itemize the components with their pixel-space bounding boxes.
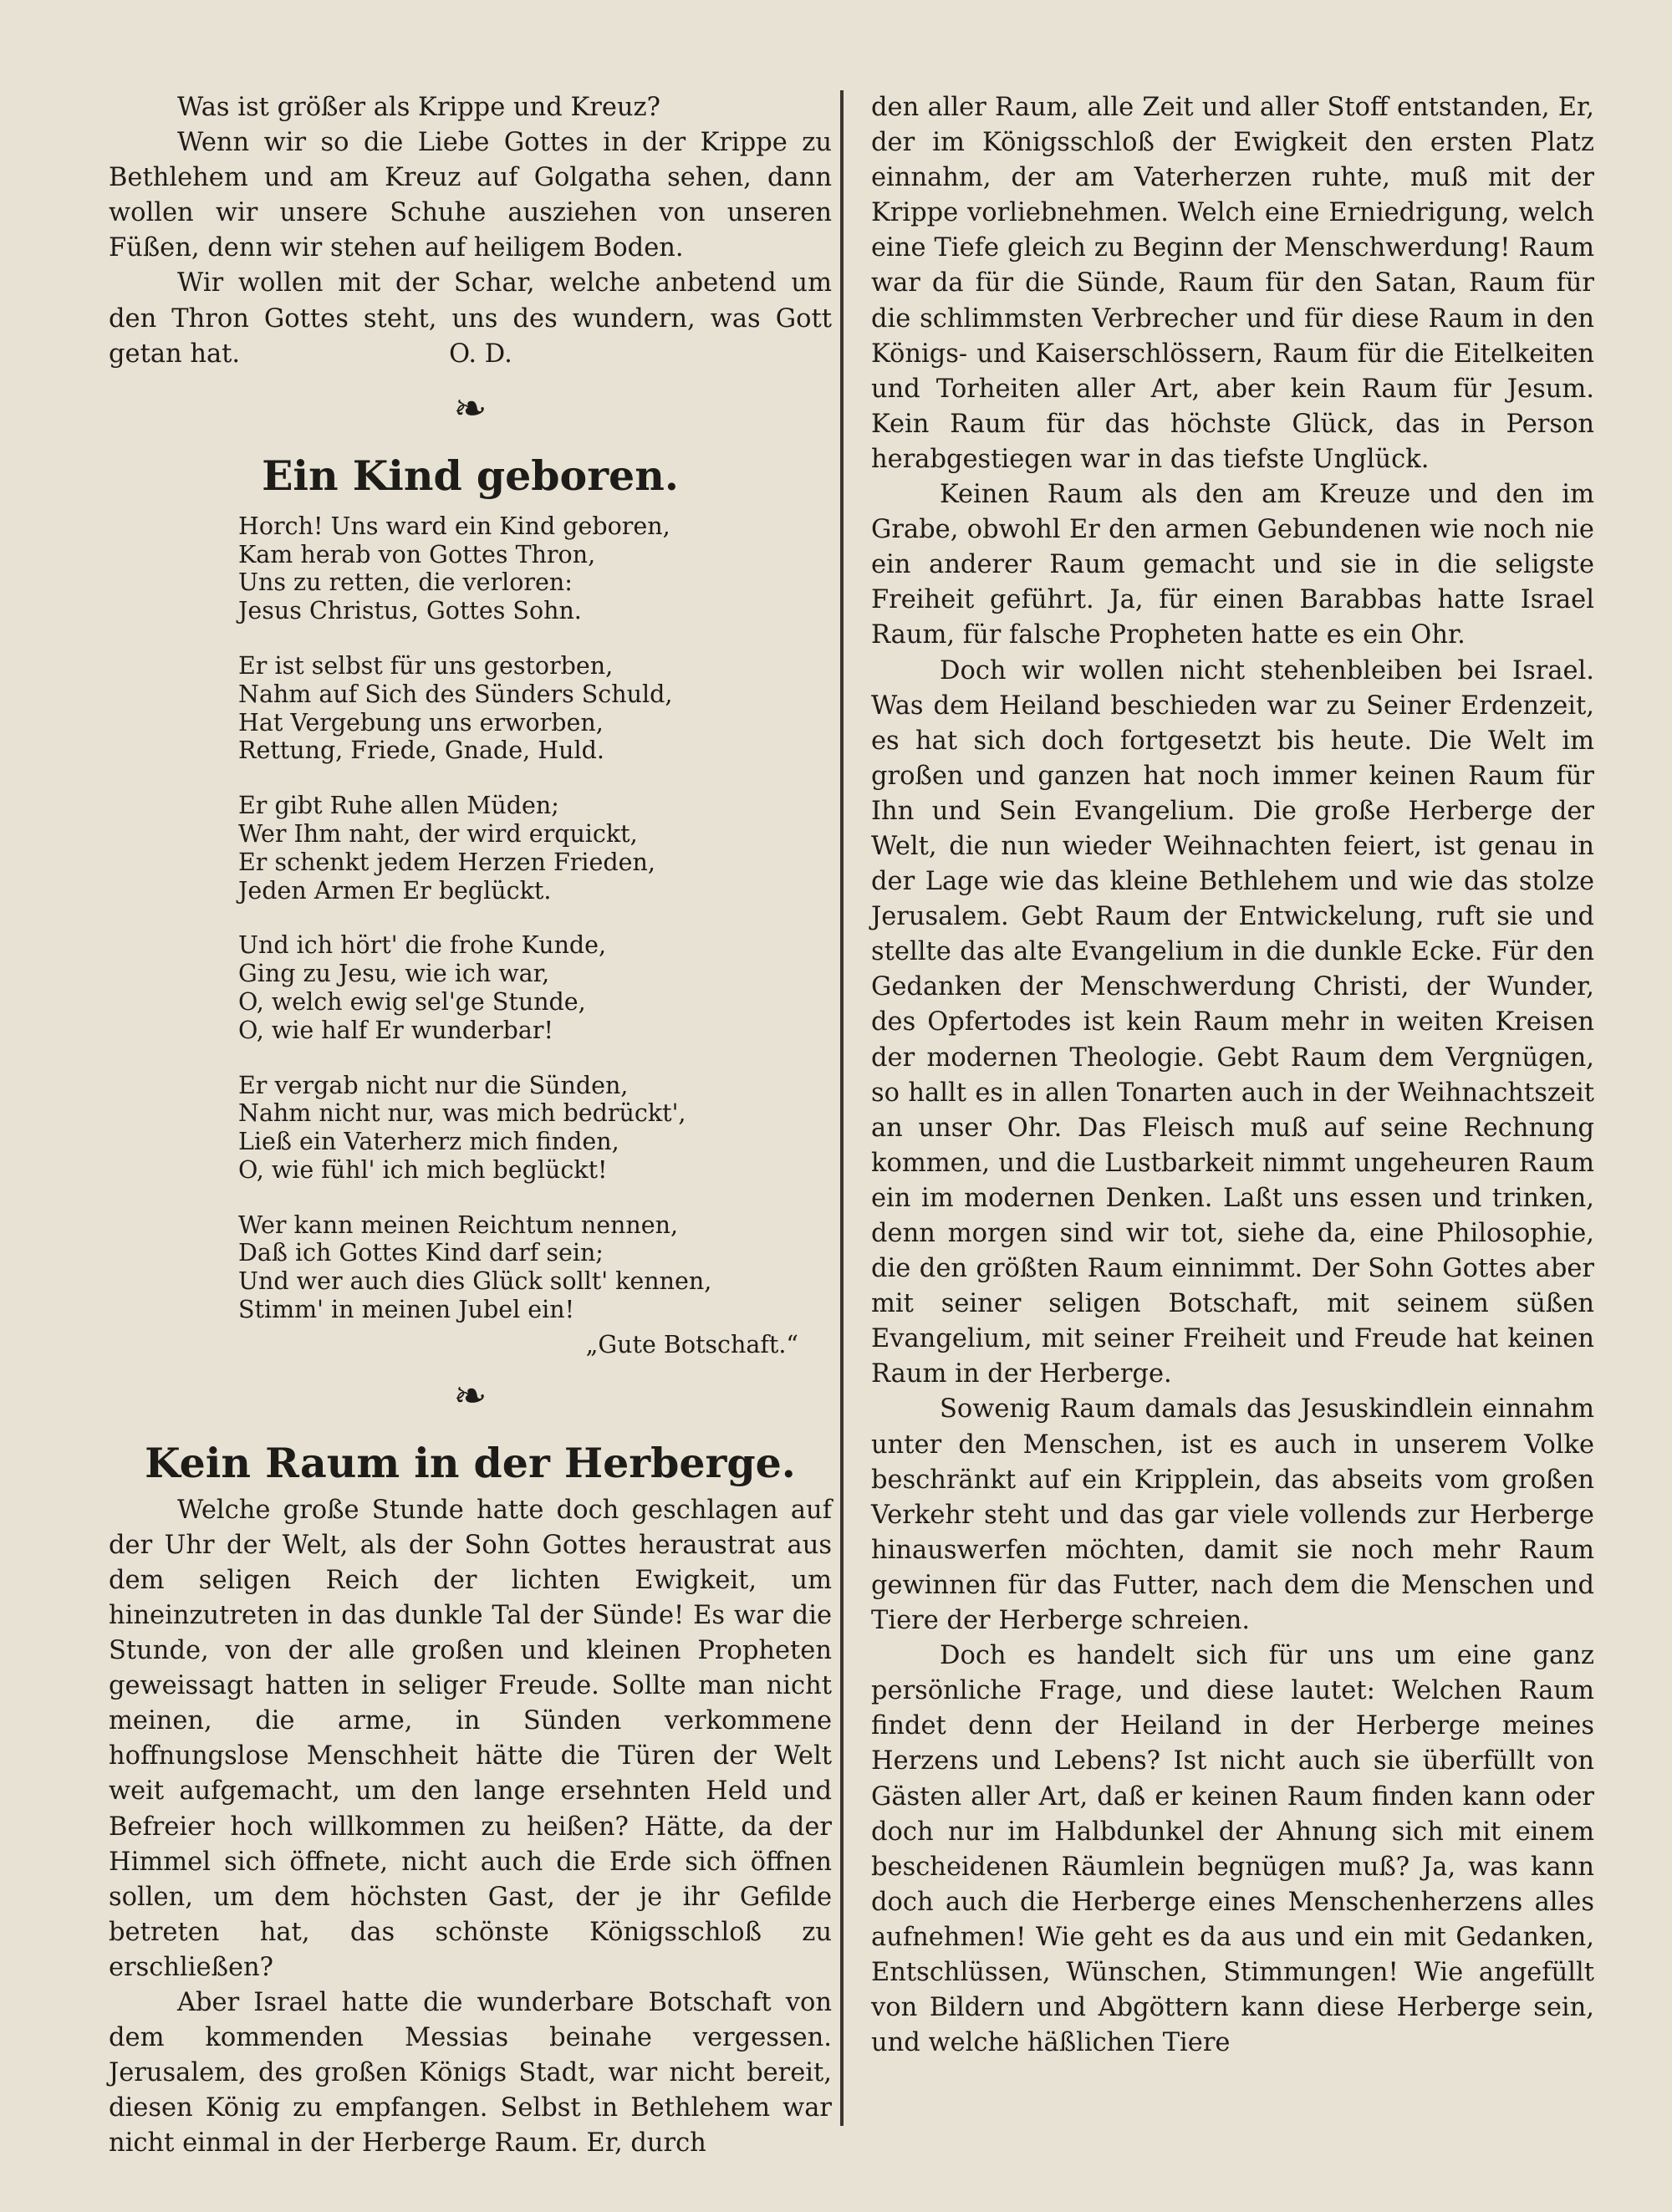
poem-line: Und ich hört' die frohe Kunde,	[238, 931, 607, 960]
poem-line: Hat Vergebung uns erworben,	[238, 708, 604, 736]
poem-line: Rettung, Friede, Gnade, Huld.	[238, 736, 604, 765]
poem-line: Nahm nicht nur, was mich bedrückt',	[238, 1099, 686, 1128]
poem-stanza	[238, 1211, 832, 1324]
poem-line: Er ist selbst für uns gestorben,	[238, 651, 614, 680]
left-column	[109, 90, 832, 2161]
poem-line: Ging zu Jesu, wie ich war,	[238, 960, 550, 988]
article-paragraph: Keinen Raum als den am Kreuze und den im Grabe, obwohl Er den armen Gebundenen wie noch nie ein anderer Raum gemacht und sie in die seligste Freiheit geführt. Ja, für einen Barabbas hatte Israel Raum, für falsche Propheten hatte es ein Ohr.	[871, 480, 1594, 650]
ornament-icon: ❧	[453, 385, 487, 432]
right-column	[871, 90, 1594, 2061]
intro-question: Was ist größer als Krippe und Kreuz?	[177, 93, 660, 122]
poem-stanza	[238, 1072, 832, 1185]
poem-line: Daß ich Gottes Kind darf sein;	[238, 1239, 604, 1267]
poem-line: O, wie fühl' ich mich beglückt!	[238, 1155, 608, 1184]
closing-signature: O. D.	[449, 339, 512, 369]
article-paragraph: Welche große Stunde hatte doch geschlagen auf der Uhr der Welt, als der Sohn Gottes heraustrat aus dem seligen Reich der lichten Ewigkeit, um hineinzutreten in das dunkle Tal der Sünde! Es war die Stunde, von der alle großen und kleinen Propheten geweissagt hatten in seliger Freude. Sollte man nicht meinen, die arme, in Sünden verkommene hoffnungslose Menschheit hätte die Türen der Welt weit aufgemacht, um den lange ersehnten Held und Befreier hoch willkommen zu heißen? Hätte, da der Himmel sich öffnete, nicht auch die Erde sich öffnen sollen, um dem höchsten Gast, der je ihr Gefilde betreten hat, das schönste Königsschloß zu erschließen?	[109, 1495, 832, 1982]
poem-stanza	[238, 792, 832, 905]
article-paragraph: Sowenig Raum damals das Jesuskindlein einnahm unter den Menschen, ist es auch in unserem Volke beschränkt auf ein Kripplein, das abseits vom großen Verkehr steht und das gar viele vollends zur Herberge hinauswerfen möchten, damit sie noch mehr Raum gewinnen für das Futter, nach dem die Menschen und Tiere der Herberge schreien.	[871, 1394, 1594, 1636]
poem-line: O, welch ewig sel'ge Stunde,	[238, 987, 586, 1016]
article-paragraph: Aber Israel hatte die wunderbare Botschaft von dem kommenden Messias beinahe vergessen. Jerusalem, des großen Königs Stadt, war nicht bereit, diesen König zu empfangen. Selbst in Bethlehem war nicht einmal in der Herberge Raum. Er, durch	[109, 1987, 832, 2158]
poem-line: O, wie half Er wunderbar!	[238, 1016, 553, 1044]
poem-line: Uns zu retten, die verloren:	[238, 568, 573, 597]
article-paragraph: Doch wir wollen nicht stehenbleiben bei Israel. Was dem Heiland beschieden war zu Seiner Erdenzeit, es hat sich doch fortgesetzt bis heute. Die Welt im großen und ganzen hat noch immer keinen Raum für Ihn und Sein Evangelium. Die große Herberge der Welt, die nun wieder Weihnachten feiert, ist genau in der Lage wie das kleine Bethlehem und wie das stolze Jerusalem. Gebt Raum der Entwickelung, ruft sie und stellte das alte Evangelium in die dunkle Ecke. Für den Gedanken der Menschwerdung Christi, der Wunder, des Opfertodes ist kein Raum mehr in weiten Kreisen der modernen Theologie. Gebt Raum dem Vergnügen, so hallt es in allen Tonarten auch in der Weihnachtszeit an unser Ohr. Das Fleisch muß auf seine Rechnung kommen, und die Lustbarkeit nimmt ungeheuren Raum ein im modernen Denken. Laßt uns essen und trinken, denn morgen sind wir tot, siehe da, eine Philosophie, die den größten Raum einnimmt. Der Sohn Gottes aber mit seiner seligen Botschaft, mit seinem süßen Evangelium, mit seiner Freiheit und Freude hat keinen Raum in der Herberge.	[871, 655, 1594, 1389]
intro-paragraph: Wenn wir so die Liebe Gottes in der Krippe zu Bethlehem und am Kreuz auf Golgatha sehen, dann wollen wir unsere Schuhe ausziehen von unseren Füßen, denn wir stehen auf heiligem Boden.	[109, 128, 832, 263]
poem-line: Horch! Uns ward ein Kind geboren,	[238, 512, 670, 540]
poem-title: Ein Kind geboren.	[262, 451, 679, 500]
poem-line: Er vergab nicht nur die Sünden,	[238, 1071, 629, 1099]
article-paragraph: den aller Raum, alle Zeit und aller Stoff entstanden, Er, der im Königsschloß der Ewigkeit den ersten Platz einnahm, der am Vaterherzen ruhte, muß mit der Krippe vorliebnehmen. Welch eine Erniedrigung, welch eine Tiefe gleich zu Beginn der Menschwerdung! Raum war da für die Sünde, Raum für den Satan, Raum für die schlimmsten Verbrecher und für diese Raum in den Königs- und Kaiserschlössern, Raum für die Eitelkeiten und Torheiten aller Art, aber kein Raum für Jesum. Kein Raum für das höchste Glück, das in Person herabgestiegen war in das tiefste Unglück.	[871, 93, 1594, 474]
poem-line: Stimm' in meinen Jubel ein!	[238, 1296, 575, 1324]
poem	[109, 512, 832, 1359]
poem-stanza	[238, 931, 832, 1044]
poem-line: Und wer auch dies Glück sollt' kennen,	[238, 1267, 712, 1296]
poem-line: Jeden Armen Er beglückt.	[238, 876, 552, 905]
poem-source: „Gute Botschaft.“	[585, 1330, 798, 1358]
poem-line: Er gibt Ruhe allen Müden;	[238, 792, 559, 820]
poem-line: Wer Ihm naht, der wird erquickt,	[238, 819, 638, 848]
article-title: Kein Raum in der Herberge.	[145, 1438, 796, 1487]
column-rule	[840, 90, 844, 2126]
poem-line: Jesus Christus, Gottes Sohn.	[238, 597, 582, 625]
closing-paragraph	[109, 266, 832, 371]
poem-line: Wer kann meinen Reichtum nennen,	[238, 1210, 679, 1239]
poem-line: Er schenkt jedem Herzen Frieden,	[238, 848, 655, 876]
poem-stanza	[238, 652, 832, 765]
poem-line: Ließ ein Vaterherz mich finden,	[238, 1128, 619, 1156]
article-paragraph: Doch es handelt sich für uns um eine ganz persönliche Frage, und diese lautet: Welchen Raum findet denn der Heiland in der Herberge meines Herzens und Lebens? Ist nicht auch sie überfüllt von Gästen aller Art, daß er keinen Raum finden kann oder doch nur im Halbdunkel der Ahnung sich mit einem bescheidenen Räumlein begnügen muß? Ja, was kann doch auch die Herberge eines Menschenherzens alles aufnehmen! Wie geht es da aus und ein mit Gedanken, Entschlüssen, Wünschen, Stimmungen! Wie angefüllt von Bildern und Abgöttern kann diese Herberge sein, und welche häßlichen Tiere	[871, 1641, 1594, 2058]
closing-text: Wir wollen mit der Schar, welche anbetend um den Thron Gottes steht, uns des wundern, was Gott getan hat.	[109, 268, 832, 369]
poem-line: Kam herab von Gottes Thron,	[238, 540, 596, 568]
poem-stanza	[238, 512, 832, 625]
ornament-icon: ❧	[453, 1372, 487, 1419]
poem-line: Nahm auf Sich des Sünders Schuld,	[238, 680, 673, 708]
